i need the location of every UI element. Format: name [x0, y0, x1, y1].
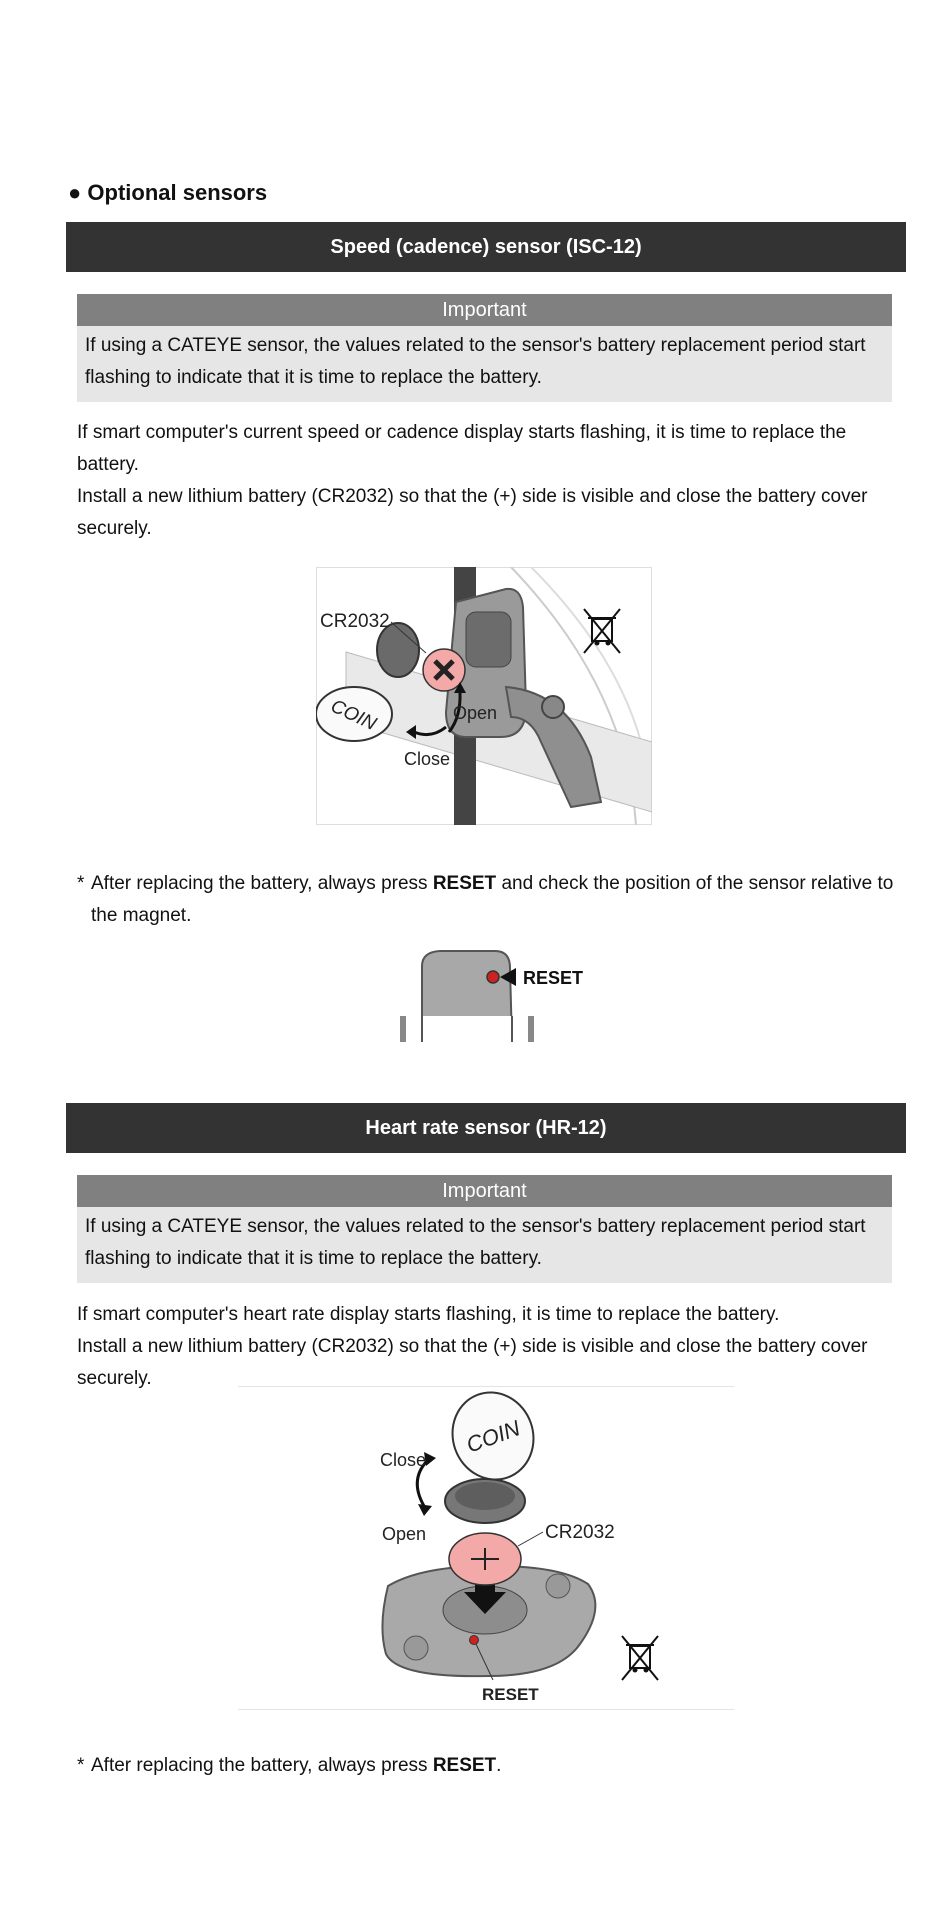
note-marker: *: [77, 873, 85, 894]
speed-instructions: [77, 417, 897, 545]
important-label: Important: [77, 1175, 892, 1207]
hr-instructions: [77, 1299, 897, 1395]
coin-label: COIN: [327, 695, 380, 735]
open-label: Open: [382, 1524, 427, 1544]
note-marker: *: [77, 1755, 85, 1776]
reset-label: RESET: [523, 968, 584, 988]
reset-keyword: RESET: [432, 1755, 497, 1776]
section-title: ● Optional sensors: [68, 180, 268, 205]
instruction-text: Install a new lithium battery (CR2032) so that the (+) side is visible and close the battery cover securely.: [77, 1336, 868, 1389]
important-label: Important: [77, 294, 892, 326]
hr-sensor-header: Heart rate sensor (HR-12): [66, 1103, 906, 1153]
reset-keyword: RESET: [432, 873, 497, 894]
hr-sensor-battery-figure: [238, 1386, 734, 1715]
close-label: Close: [404, 749, 451, 769]
reset-label: RESET: [482, 1685, 539, 1704]
close-label: Close: [380, 1450, 427, 1470]
instruction-text: If smart computer's current speed or cadence display starts flashing, it is time to replace the battery.: [77, 422, 847, 475]
important-text: If using a CATEYE sensor, the values related to the sensor's battery replacement period start flashing to indicate that it is time to replace the battery.: [85, 1216, 866, 1269]
note-text: After replacing the battery, always press: [91, 1755, 433, 1776]
hr-reset-note: [77, 1750, 897, 1782]
instruction-text: If smart computer's heart rate display starts flashing, it is time to replace the battery.: [77, 1304, 780, 1325]
instruction-text: Install a new lithium battery (CR2032) so that the (+) side is visible and close the battery cover securely.: [77, 486, 868, 539]
important-text: If using a CATEYE sensor, the values related to the sensor's battery replacement period start flashing to indicate that it is time to replace the battery.: [85, 335, 866, 388]
crossed-bin-icon: [622, 1636, 658, 1680]
open-label: Open: [453, 703, 498, 723]
battery-label: CR2032: [545, 1522, 615, 1543]
hr-important-box: [77, 1175, 892, 1283]
note-text: and check the position of the sensor relative to the magnet.: [91, 873, 894, 926]
speed-reset-figure: [400, 946, 586, 1047]
note-text: After replacing the battery, always press: [91, 873, 433, 894]
coin-label: COIN: [463, 1415, 524, 1458]
speed-important-box: [77, 294, 892, 402]
speed-sensor-header: Speed (cadence) sensor (ISC-12): [66, 222, 906, 272]
speed-reset-note: [77, 868, 897, 932]
speed-sensor-battery-figure: [316, 567, 652, 830]
battery-label: CR2032: [320, 611, 390, 632]
note-text: .: [496, 1755, 502, 1776]
